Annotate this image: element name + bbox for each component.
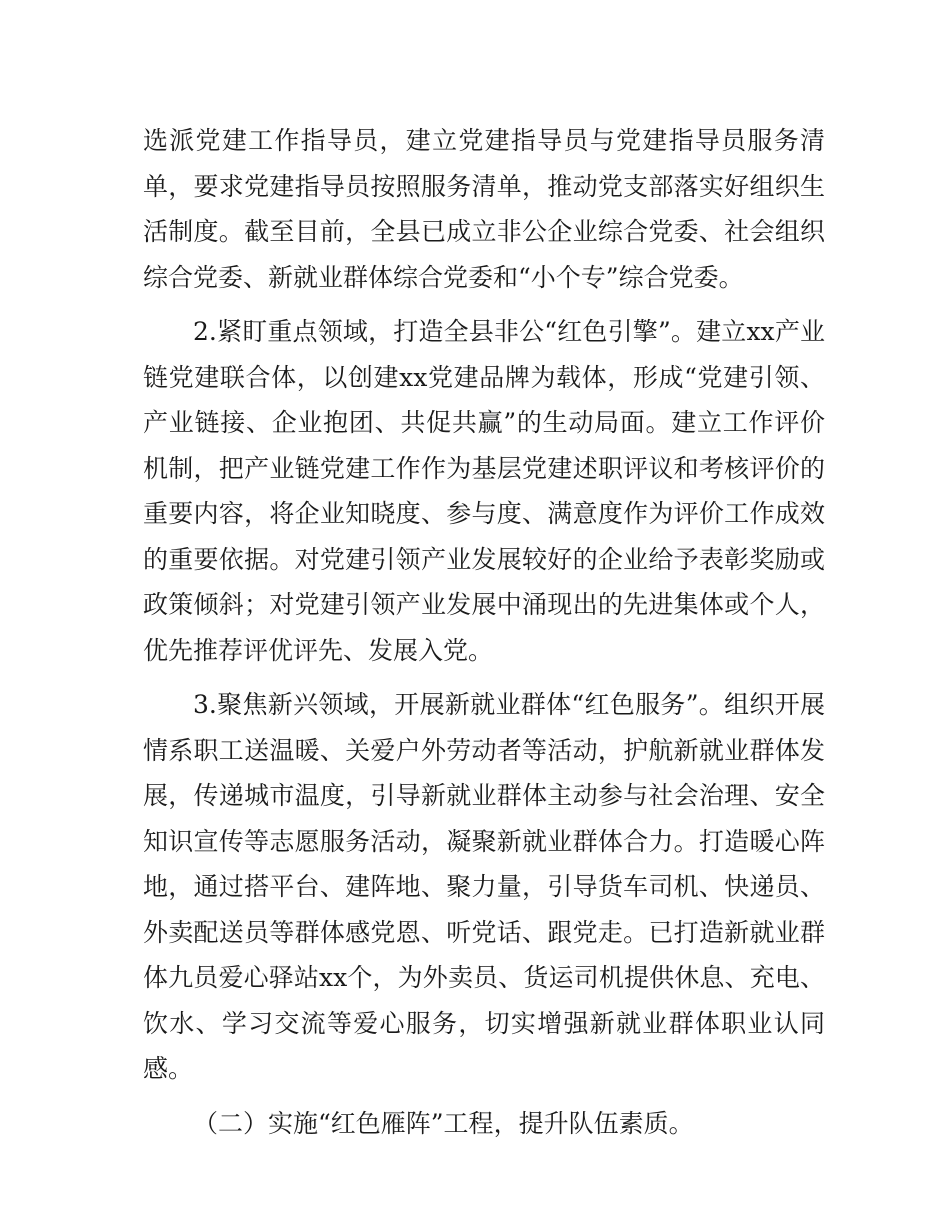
section-heading: （二）实施“红色雁阵”工程，提升队伍素质。 xyxy=(193,1108,694,1138)
paragraph-continuation: 选派党建工作指导员，建立党建指导员与党建指导员服务清单，要求党建指导员按照服务清单，推动党支部落实好组织生活制度。截至目前，全县已成立非公企业综合党委、社会组织综合党委、新就业群体综合党委和“小个专”综合党委。 xyxy=(143,126,825,292)
paragraph-item-2: 2.紧盯重点领域，打造全县非公“红色引擎”。建立xx产业链党建联合体，以创建xx党建品牌为载体，形成“党建引领、产业链接、企业抱团、共促共赢”的生动局面。建立工作评价机制，把产业链党建工作作为基层党建述职评议和考核评价的重要内容，将企业知晓度、参与度、满意度作为评价工作成效的重要依据。对党建引领产业发展较好的企业给予表彰奖励或政策倾斜；对党建引领产业发展中涌现出的先进集体或个人，优先推荐评优评先、发展入党。 xyxy=(143,317,825,665)
document-body xyxy=(143,118,825,1155)
paragraph-item-3: 3.聚焦新兴领域，开展新就业群体“红色服务”。组织开展情系职工送温暖、关爱户外劳动者等活动，护航新就业群体发展，传递城市温度，引导新就业群体主动参与社会治理、安全知识宣传等志愿服务活动，凝聚新就业群体合力。打造暖心阵地，通过搭平台、建阵地、聚力量，引导货车司机、快递员、外卖配送员等群体感党恩、听党话、跟党走。已打造新就业群体九员爱心驿站xx个，为外卖员、货运司机提供休息、充电、饮水、学习交流等爱心服务，切实增强新就业群体职业认同感。 xyxy=(143,690,825,1083)
